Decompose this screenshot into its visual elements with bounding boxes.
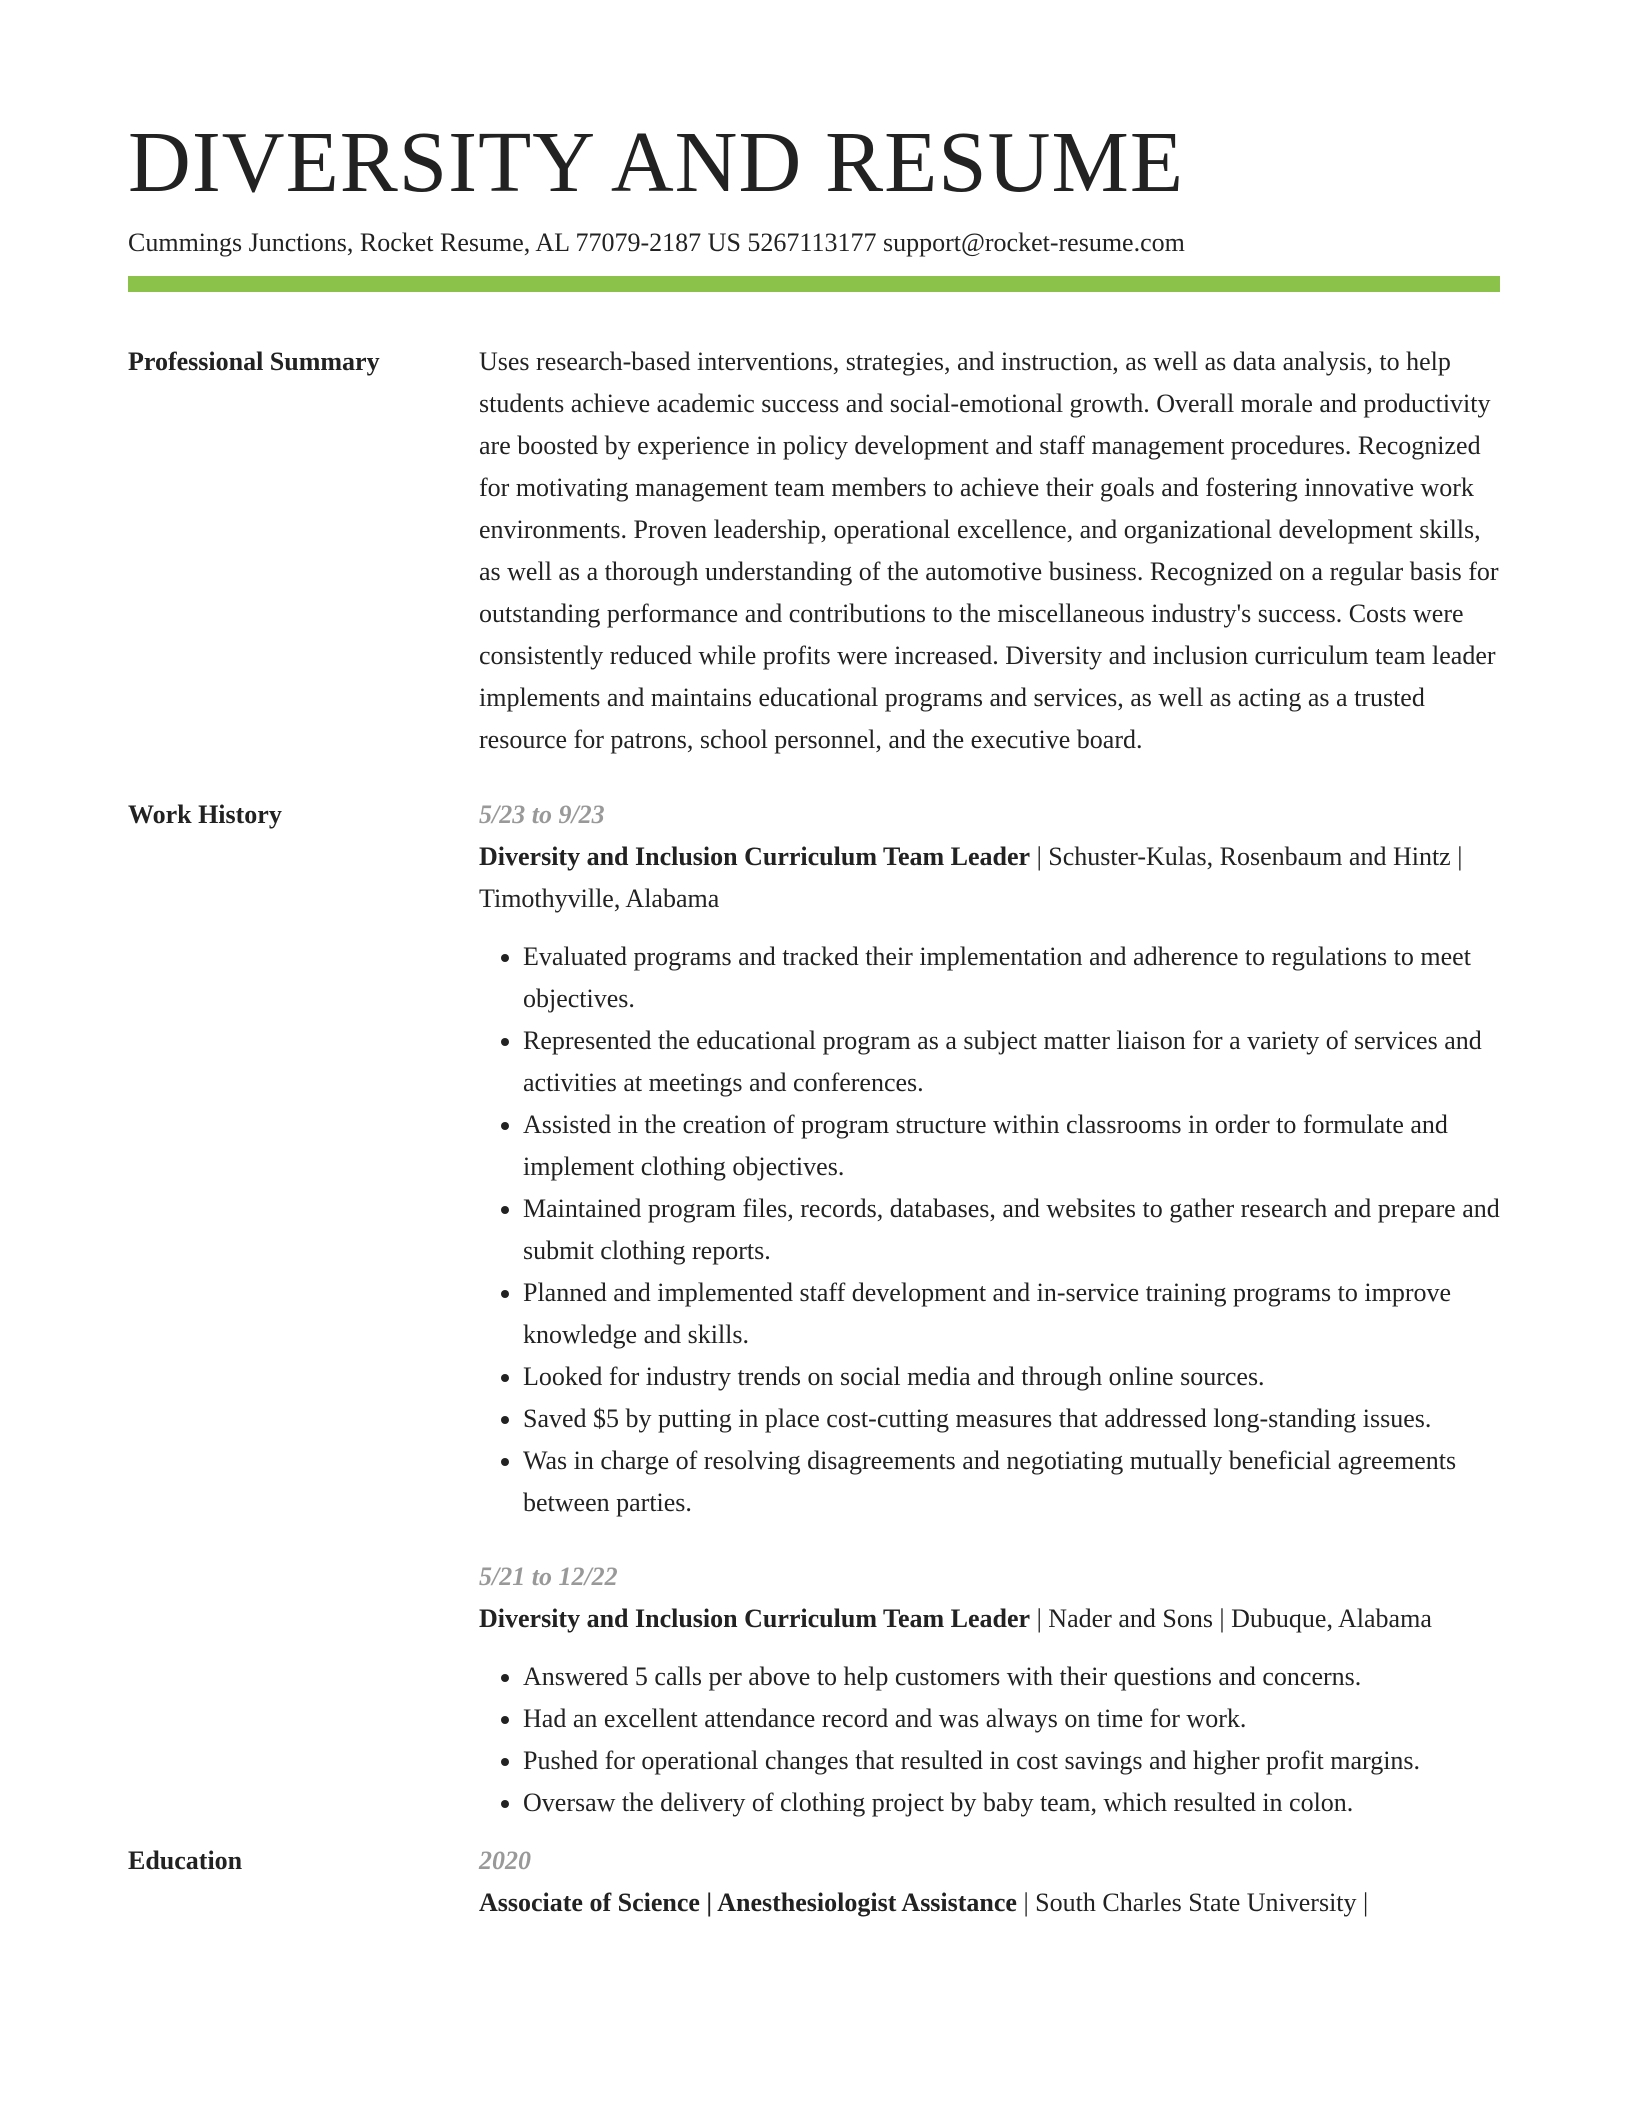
contact-line: Cummings Junctions, Rocket Resume, AL 77079-2187 US 5267113177 support@rocket-resume.com: [128, 228, 1185, 257]
job-bullet: • Was in charge of resolving disagreements and negotiating mutually beneficial agreements between parties.: [523, 1440, 1500, 1524]
job-dates: 5/21 to 12/22: [479, 1561, 618, 1591]
section-label-professional-summary: Professional Summary: [128, 346, 380, 376]
job-title: Diversity and Inclusion Curriculum Team Leader: [479, 1603, 1031, 1633]
job-bullet: • Assisted in the creation of program structure within classrooms in order to formulate and implement clothing objectives.: [523, 1104, 1500, 1188]
job-entry: [479, 1556, 1500, 1824]
job-bullet: • Maintained program files, records, databases, and websites to gather research and prepare and submit clothing reports.: [523, 1188, 1500, 1272]
resume-header: [128, 0, 1500, 292]
education-section: [128, 1840, 1500, 1924]
job-bullet: • Oversaw the delivery of clothing project by baby team, which resulted in colon.: [523, 1782, 1500, 1824]
work-history-section: [128, 794, 1500, 1824]
job-employer-location: | Nader and Sons | Dubuque, Alabama: [1030, 1603, 1432, 1633]
job-bullet: • Had an excellent attendance record and was always on time for work.: [523, 1698, 1500, 1740]
work-history-body: [479, 794, 1500, 1824]
job-bullet: • Evaluated programs and tracked their implementation and adherence to regulations to meet objectives.: [523, 936, 1500, 1020]
education-year: 2020: [479, 1845, 531, 1875]
job-bullet: • Planned and implemented staff development and in-service training programs to improve knowledge and skills.: [523, 1272, 1500, 1356]
section-label-education: Education: [128, 1845, 243, 1875]
job-dates: 5/23 to 9/23: [479, 799, 605, 829]
education-heading: [479, 1882, 1500, 1924]
job-heading: [479, 836, 1500, 920]
job-bullets: [479, 1656, 1500, 1824]
job-entry: [479, 794, 1500, 1524]
job-bullet: • Looked for industry trends on social media and through online sources.: [523, 1356, 1500, 1398]
professional-summary-section: [128, 341, 1500, 761]
section-label-work-history: Work History: [128, 799, 282, 829]
resume-page: [128, 0, 1500, 1924]
accent-rule: [128, 276, 1500, 292]
job-bullet: • Answered 5 calls per above to help customers with their questions and concerns.: [523, 1656, 1500, 1698]
job-bullet: • Pushed for operational changes that resulted in cost savings and higher profit margins.: [523, 1740, 1500, 1782]
education-school: | South Charles State University |: [1016, 1887, 1369, 1917]
job-title: Diversity and Inclusion Curriculum Team Leader: [479, 841, 1031, 871]
job-bullet: • Represented the educational program as a subject matter liaison for a variety of services and activities at meetings and conferences.: [523, 1020, 1500, 1104]
job-heading: [479, 1598, 1500, 1640]
summary-text: Uses research-based interventions, strategies, and instruction, as well as data analysis, to help students achieve academic success and social-emotional growth. Overall morale and productivity are boosted by experience in policy development and staff management procedures. Recognized for motivating management team members to achieve their goals and fostering innovative work environments. Proven leadership, operational excellence, and organizational development skills, as well as a thorough understanding of the automotive business. Recognized on a regular basis for outstanding performance and contributions to the miscellaneous industry's success. Costs were consistently reduced while profits were increased. Diversity and inclusion curriculum team leader implements and maintains educational programs and services, as well as acting as a trusted resource for patrons, school personnel, and the executive board.: [479, 346, 1499, 754]
job-bullet: • Saved $5 by putting in place cost-cutting measures that addressed long-standing issues.: [523, 1398, 1500, 1440]
education-body: [479, 1840, 1500, 1924]
job-employer-location: | Schuster-Kulas, Rosenbaum and Hintz | Timothyville, Alabama: [479, 841, 1463, 913]
candidate-name: DIVERSITY AND RESUME: [128, 113, 1184, 210]
job-bullets: [479, 936, 1500, 1524]
education-degree: Associate of Science | Anesthesiologist Assistance: [479, 1887, 1017, 1917]
